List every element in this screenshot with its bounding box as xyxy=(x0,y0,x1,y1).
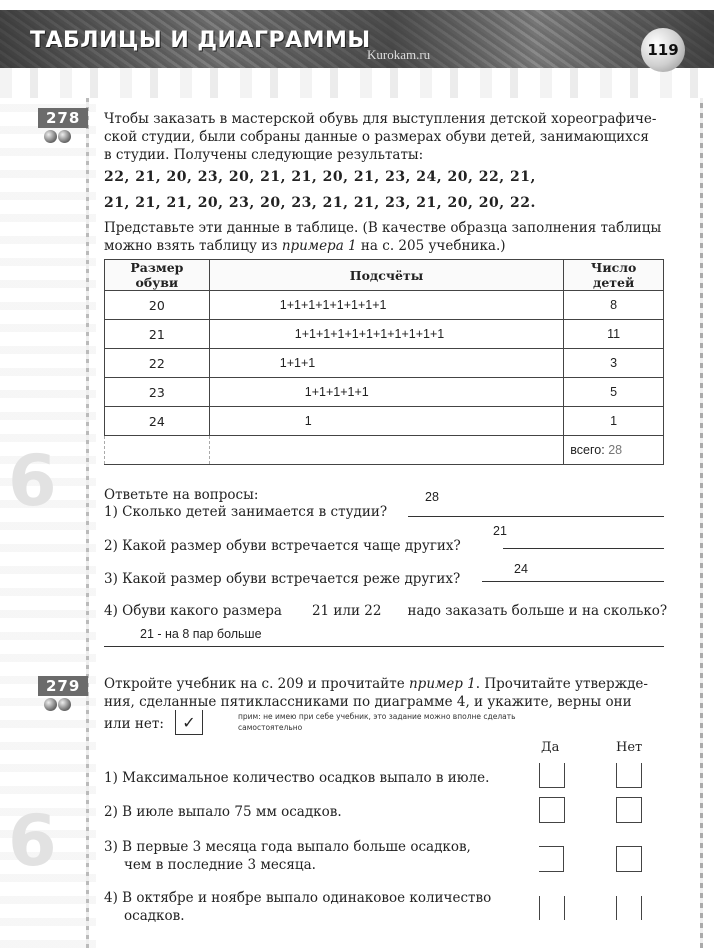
statement-4-no-checkbox[interactable] xyxy=(616,896,642,920)
intro-line: в студии. Получены следующие результаты: xyxy=(104,147,424,163)
statement-1-yes-checkbox[interactable] xyxy=(539,763,565,788)
cell-count[interactable]: 11 xyxy=(564,320,664,349)
question-text: надо заказать больше и на сколько? xyxy=(407,603,668,619)
intro-italic-ref: пример 1 xyxy=(408,676,476,692)
cell-empty[interactable] xyxy=(209,436,564,465)
header-size: Размер обуви xyxy=(105,260,210,291)
shoe-size-table xyxy=(104,259,664,465)
note-line: прим: не имею при себе учебник, это задание можно вполне сделать xyxy=(238,712,516,721)
question-1: 1) Сколько детей занимается в студии? xyxy=(104,504,388,520)
margin-logo-decoration: 6 xyxy=(8,800,57,882)
total-value: 28 xyxy=(608,443,623,457)
answer-3-line[interactable] xyxy=(482,581,664,582)
intro-line: Чтобы заказать в мастерской обувь для выступления детской хореографиче- xyxy=(104,111,657,127)
statement-line: 3) В первые 3 месяца года выпало больше осадков, xyxy=(104,839,471,855)
cell-tally[interactable]: 1+1+1+1+1 xyxy=(209,378,564,407)
statement-3 xyxy=(104,838,471,874)
data-line-1: 22, 21, 20, 23, 20, 21, 21, 20, 21, 23, 24, 20, 22, 21, xyxy=(104,169,536,185)
difficulty-dot-icon xyxy=(44,698,57,711)
exercise-278-intro xyxy=(104,110,656,164)
right-margin-rule xyxy=(700,98,703,948)
statement-4 xyxy=(104,889,491,925)
answer-4: 21 - на 8 пар больше xyxy=(140,627,262,641)
intro-line: ской студии, были собраны данные о размерах обуви детей, занимающихся xyxy=(104,129,649,145)
exercise-279-badge xyxy=(38,676,88,711)
left-margin-rule xyxy=(86,98,89,948)
total-label: всего: xyxy=(570,443,605,457)
scan-noise-strip xyxy=(0,68,714,98)
statement-3-no-checkbox[interactable] xyxy=(616,846,642,872)
instruction-italic-ref: примера 1 xyxy=(281,238,357,254)
table-row xyxy=(105,407,664,436)
margin-logo-decoration: 6 xyxy=(8,440,57,522)
answer-2-line[interactable] xyxy=(503,548,664,549)
statement-4-yes-checkbox[interactable] xyxy=(539,896,565,920)
cell-size[interactable]: 22 xyxy=(105,349,210,378)
column-yes-label: Да xyxy=(541,740,560,755)
watermark: Kurokam.ru xyxy=(367,47,431,62)
difficulty-dot-icon xyxy=(58,698,71,711)
checkmark-icon: ✓ xyxy=(182,712,196,732)
note-line: самостоятельно xyxy=(238,723,303,732)
header-tally: Подсчёты xyxy=(209,260,564,291)
statement-3-yes-checkbox[interactable] xyxy=(539,846,564,872)
intro-line: ния, сделанные пятиклассниками по диаграмме 4, и укажите, верны они xyxy=(104,694,632,710)
question-3: 3) Какой размер обуви встречается реже других? xyxy=(104,571,461,587)
chapter-title: ТАБЛИЦЫ И ДИАГРАММЫ xyxy=(30,28,371,53)
cell-count[interactable]: 1 xyxy=(564,407,664,436)
header-banner xyxy=(0,10,714,68)
handwritten-note xyxy=(238,711,516,733)
difficulty-dot-icon xyxy=(44,130,57,143)
statement-line: осадков. xyxy=(124,908,185,924)
column-no-label: Нет xyxy=(616,740,643,755)
difficulty-dot-icon xyxy=(58,130,71,143)
table-row xyxy=(105,320,664,349)
question-4 xyxy=(104,602,667,620)
exercise-number: 278 xyxy=(38,108,88,128)
intro-text: . Прочитайте утвержде- xyxy=(475,676,648,692)
cell-empty[interactable] xyxy=(105,436,210,465)
statement-2-no-checkbox[interactable] xyxy=(616,797,642,823)
statement-line: 4) В октябре и ноябре выпало одинаковое количество xyxy=(104,890,492,906)
cell-size[interactable]: 23 xyxy=(105,378,210,407)
sample-checkbox xyxy=(175,710,203,735)
cell-size[interactable]: 20 xyxy=(105,291,210,320)
statement-1-no-checkbox[interactable] xyxy=(616,763,642,788)
exercise-number: 279 xyxy=(38,676,88,696)
instruction-line: Представьте эти данные в таблице. (В качестве образца заполнения таблицы xyxy=(104,220,662,236)
exercise-279-intro xyxy=(104,675,648,711)
header-count: Число детей xyxy=(564,260,664,291)
table-header-row xyxy=(105,260,664,291)
difficulty-indicator xyxy=(44,130,88,143)
intro-text: Откройте учебник на с. 209 и прочитайте xyxy=(104,676,409,692)
statement-line: чем в последние 3 месяца. xyxy=(124,857,316,873)
answer-1: 28 xyxy=(425,490,439,504)
questions-heading: Ответьте на вопросы: xyxy=(104,487,259,503)
table-row xyxy=(105,291,664,320)
question-2: 2) Какой размер обуви встречается чаще других? xyxy=(104,538,461,554)
cell-tally[interactable]: 1+1+1+1+1+1+1+1+1+1+1 xyxy=(209,320,564,349)
intro-line-3: или нет: xyxy=(104,716,164,732)
cell-size[interactable]: 24 xyxy=(105,407,210,436)
table-total-row xyxy=(105,436,664,465)
question-options: 21 или 22 xyxy=(311,603,382,619)
answer-1-line[interactable] xyxy=(408,516,664,517)
table-instruction xyxy=(104,219,661,255)
instruction-text: на с. 205 учебника.) xyxy=(356,238,506,254)
cell-size[interactable]: 21 xyxy=(105,320,210,349)
statement-1: 1) Максимальное количество осадков выпало в июле. xyxy=(104,770,490,786)
intro-line xyxy=(104,675,648,693)
answer-4-line[interactable] xyxy=(104,646,664,647)
difficulty-indicator xyxy=(44,698,88,711)
table-row xyxy=(105,378,664,407)
page-number-badge xyxy=(641,28,685,72)
answer-2: 21 xyxy=(493,524,507,538)
cell-count[interactable]: 5 xyxy=(564,378,664,407)
page-number: 119 xyxy=(647,41,679,59)
table-row xyxy=(105,349,664,378)
instruction-line xyxy=(104,237,661,255)
statement-2-yes-checkbox[interactable] xyxy=(539,797,565,823)
cell-count[interactable]: 3 xyxy=(564,349,664,378)
statement-2: 2) В июле выпало 75 мм осадков. xyxy=(104,804,342,820)
question-text: 4) Обуви какого размера xyxy=(104,603,282,619)
exercise-278-badge xyxy=(38,108,88,143)
cell-tally[interactable]: 1+1+1+1+1+1+1+1 xyxy=(209,291,564,320)
data-line-2: 21, 21, 21, 20, 23, 20, 23, 21, 21, 23, 21, 20, 20, 22. xyxy=(104,195,536,211)
cell-tally[interactable]: 1 xyxy=(209,407,564,436)
instruction-text: можно взять таблицу из xyxy=(104,238,282,254)
cell-tally[interactable]: 1+1+1 xyxy=(209,349,564,378)
answer-3: 24 xyxy=(514,562,528,576)
cell-count[interactable]: 8 xyxy=(564,291,664,320)
cell-total[interactable] xyxy=(564,436,664,465)
